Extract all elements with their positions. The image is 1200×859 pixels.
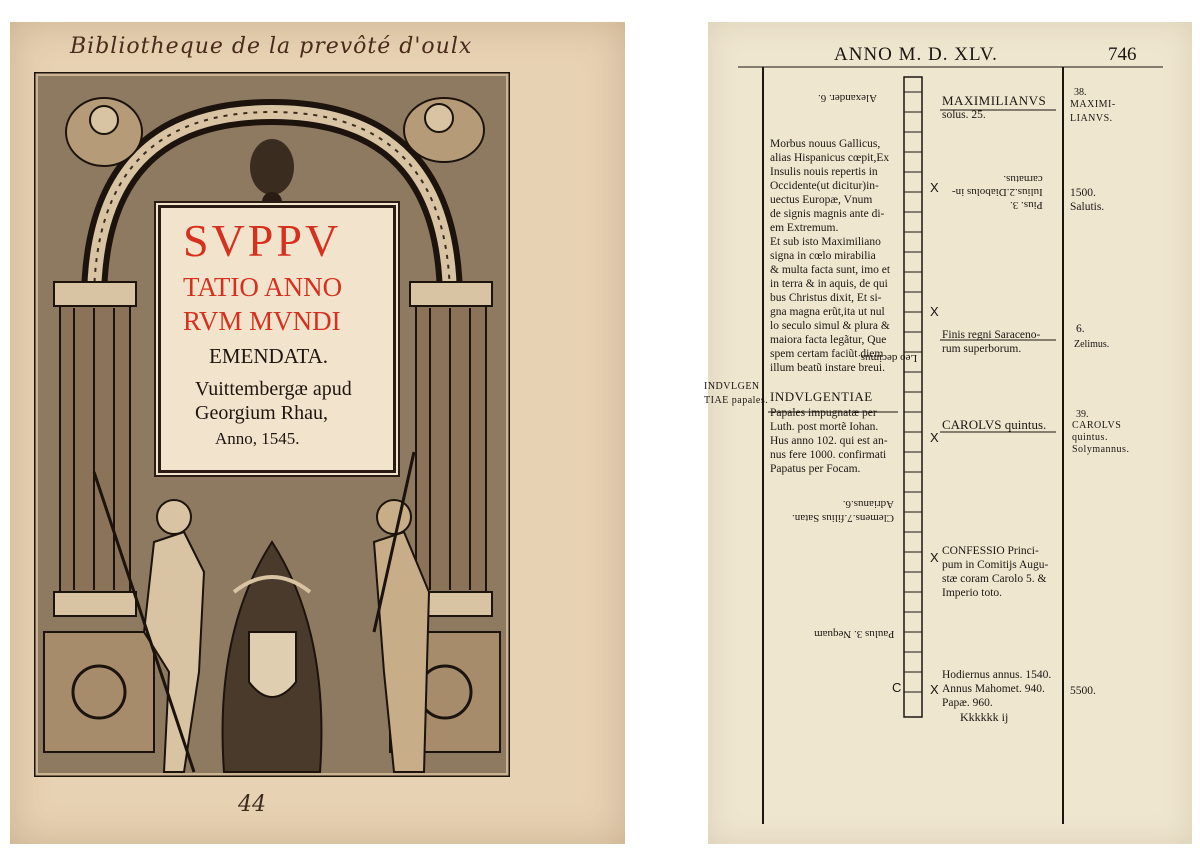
title-line-1: SVPPV xyxy=(183,215,342,266)
salutis-label: Salutis. xyxy=(1070,201,1105,213)
note-clemens-adrianus: Clemens.7.filius Satan. Adrianus.6. xyxy=(792,498,895,524)
note-morbus: Morbus nouus Gallicus, alias Hispanicus cœpit,Ex Insulis nouis repertis in Occidente(ut dicitur)in- uectus Europæ, Vnum de signis magnis ante di- em Extremum. Et sub isto Maximiliano signa in cœlo mirabilia & multa facta sunt, imo et in terra & in aquis, de qui bus Christus dixit, Et si- gna magna erũt,ita ut nul lo seculo simul & plura & maiora facta legãtur, Que spem certam faciũt diem illum beatũ instare breui. xyxy=(770,138,891,374)
title-page xyxy=(10,22,625,844)
hodiernus-entry: Hodiernus annus. 1540. Annus Mahomet. 940. Papæ. 960. xyxy=(942,669,1052,709)
note-pius-iulius: Pius. 3. Iulius.2.Diabolus in- carnatus. xyxy=(952,173,1043,211)
outer-note-indulgentiae: INDVLGEN TIAE papales. xyxy=(704,381,769,406)
page-number: 746 xyxy=(1108,44,1137,65)
x-mark: X xyxy=(930,682,939,697)
note-leo: Leo decimus. xyxy=(858,352,918,364)
maximilianus-head: MAXIMILIANVS xyxy=(942,93,1047,108)
x-mark: X xyxy=(930,430,939,445)
carolus-entry: CAROLVS quintus. xyxy=(942,417,1047,432)
carolus-margin: CAROLVS quintus. Solymannus. xyxy=(1072,420,1130,455)
carolus-number: 39. xyxy=(1076,409,1089,420)
imprint-place: Vuittembergæ apud xyxy=(195,378,352,400)
title-line-emendata: EMENDATA. xyxy=(209,344,329,368)
imprint-year: Anno, 1545. xyxy=(215,429,300,448)
year-1500: 1500. xyxy=(1070,187,1096,199)
zelimus-number: 6. xyxy=(1076,323,1085,335)
manuscript-ownership-note: Bibliotheque de la prevôté d'oulx xyxy=(70,34,473,59)
running-head: ANNO M. D. XLV. xyxy=(834,44,998,65)
indulgentiae-head: INDVLGENTIAE xyxy=(770,389,873,404)
x-mark: X xyxy=(930,550,939,565)
maximilianus-margin: MAXIMI- LIANVS. xyxy=(1070,99,1116,124)
signature-mark: Kkkkkk ij xyxy=(960,710,1009,724)
finis-regni: Finis regni Saraceno- rum superborum. xyxy=(942,329,1041,355)
x-mark: X xyxy=(930,304,939,319)
title-line-3: RVM MVNDI xyxy=(183,306,341,336)
title-cartouche xyxy=(158,205,396,473)
scale-letter: C xyxy=(892,680,902,695)
note-alexander: Alexander. 6. xyxy=(818,92,877,104)
note-paulus: Paulus 3. Nequam xyxy=(814,628,895,640)
zelimus-label: Zelimus. xyxy=(1074,339,1110,350)
chronology-page xyxy=(704,22,1192,844)
imprint-printer: Georgium Rhau, xyxy=(195,402,328,424)
title-line-2: TATIO ANNO xyxy=(183,272,343,302)
shelfmark-number: 44 xyxy=(238,792,266,817)
confessio-entry: CONFESSIO Princi- pum in Comitijs Augu- stæ coram Carolo 5. & Imperio toto. xyxy=(942,545,1049,599)
maximilianus-sub: solus. 25. xyxy=(942,109,986,121)
maximilianus-number: 38. xyxy=(1074,87,1087,98)
year-5500: 5500. xyxy=(1070,685,1096,697)
x-mark: X xyxy=(930,180,939,195)
indulgentiae-body: Papales impugnatæ per Luth. post mortẽ Iohan. Hus anno 102. qui est an- nus fere 1000. confirmati Papatus per Focam. xyxy=(770,407,888,475)
